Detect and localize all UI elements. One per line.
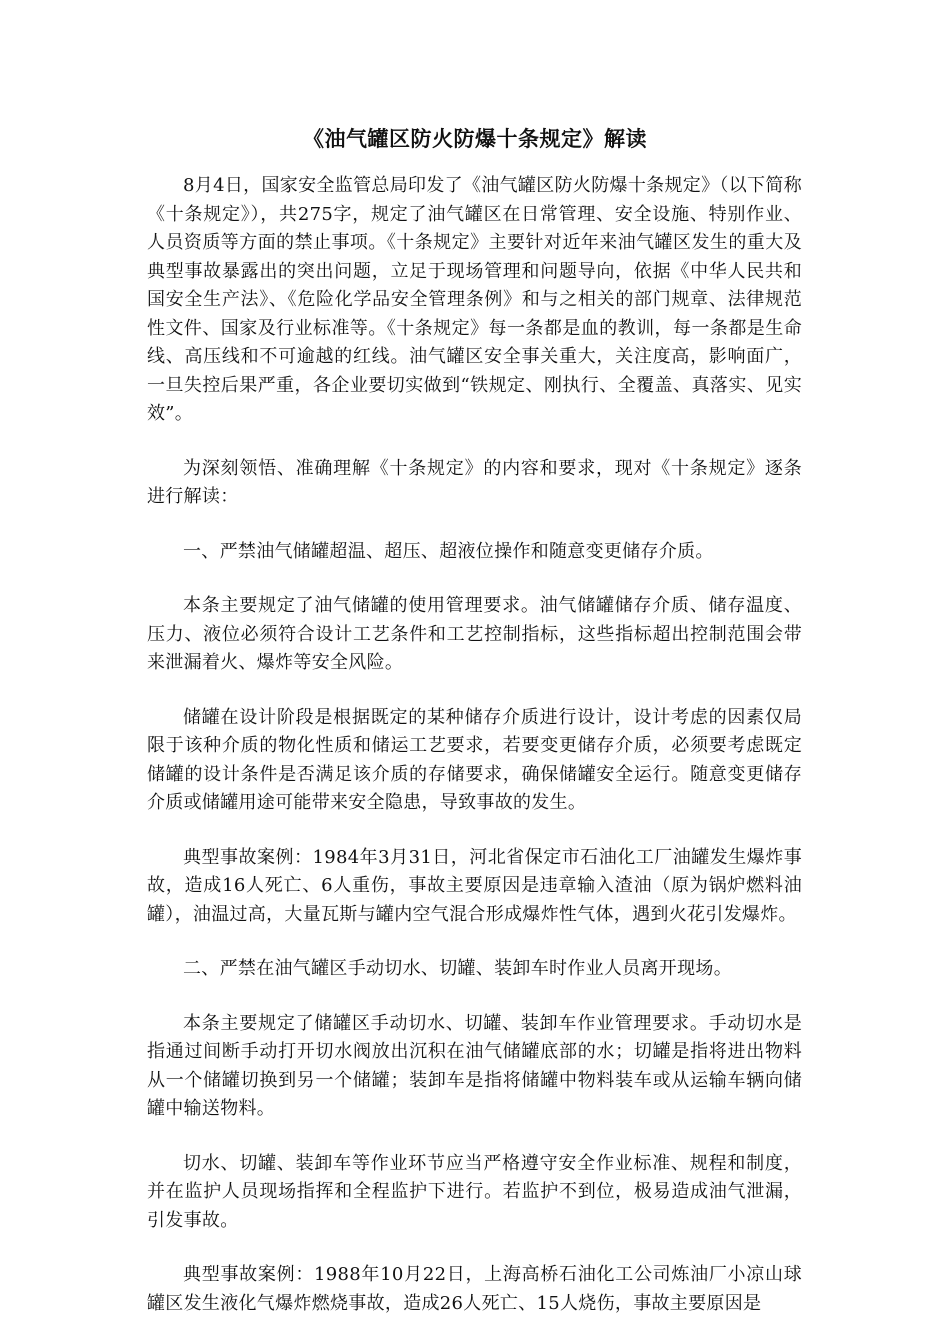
rule-2-case-study: 典型事故案例：1988年10月22日，上海高桥石油化工公司炼油厂小凉山球罐区发生液化气爆炸燃烧事故，造成26人死亡、15人烧伤，事故主要原因是: [147, 1264, 802, 1314]
rule-2-heading: 二、严禁在油气罐区手动切水、切罐、装卸车时作业人员离开现场。: [183, 958, 732, 979]
paragraph-intro: 8月4日，国家安全监管总局印发了《油气罐区防火防爆十条规定》（以下简称《十条规定》），共275字，规定了油气罐区在日常管理、安全设施、特别作业、人员资质等方面的禁止事项。《十条规定》主要针对近年来油气罐区发生的重大及典型事故暴露出的突出问题，立足于现场管理和问题导向，依据《中华人民共和国安全生产法》、《危险化学品安全管理条例》和与之相关的部门规章、法律规范性文件、国家及行业标准等。《十条规定》每一条都是血的教训，每一条都是生命线、高压线和不可逾越的红线。油气罐区安全事关重大，关注度高，影响面广，一旦失控后果严重，各企业要切实做到“铁规定、刚执行、全覆盖、真落实、见实效”。: [147, 175, 802, 424]
document-body: [147, 172, 802, 1344]
document-title: 《油气罐区防火防爆十条规定》解读: [303, 126, 647, 151]
rule-1-design-note: 储罐在设计阶段是根据既定的某种储存介质进行设计，设计考虑的因素仅局限于该种介质的物化性质和储运工艺要求，若要变更储存介质，必须要考虑既定储罐的设计条件是否满足该介质的存储要求，确保储罐安全运行。随意变更储存介质或储罐用途可能带来安全隐患，导致事故的发生。: [147, 706, 802, 813]
rule-1-case-study: 典型事故案例：1984年3月31日，河北省保定市石油化工厂油罐发生爆炸事故，造成16人死亡、6人重伤，事故主要原因是违章输入渣油（原为锅炉燃料油罐），油温过高，大量瓦斯与罐内空气混合形成爆炸性气体，遇到火花引发爆炸。: [147, 846, 802, 925]
rule-2-operation-note: 切水、切罐、装卸车等作业环节应当严格遵守安全作业标准、规程和制度，并在监护人员现场指挥和全程监护下进行。若监护不到位，极易造成油气泄漏，引发事故。: [147, 1152, 802, 1231]
rule-1-explanation: 本条主要规定了油气储罐的使用管理要求。油气储罐储存介质、储存温度、压力、液位必须符合设计工艺条件和工艺控制指标，这些指标超出控制范围会带来泄漏着火、爆炸等安全风险。: [147, 595, 802, 673]
rule-2-explanation: 本条主要规定了储罐区手动切水、切罐、装卸车作业管理要求。手动切水是指通过间断手动打开切水阀放出沉积在油气储罐底部的水；切罐是指将进出物料从一个储罐切换到另一个储罐；装卸车是指将储罐中物料装车或从运输车辆向储罐中输送物料。: [147, 1012, 802, 1119]
paragraph-interpretation-lead: 为深刻领悟、准确理解《十条规定》的内容和要求，现对《十条规定》逐条进行解读：: [147, 457, 802, 507]
rule-1-heading: 一、严禁油气储罐超温、超压、超液位操作和随意变更储存介质。: [183, 540, 714, 562]
